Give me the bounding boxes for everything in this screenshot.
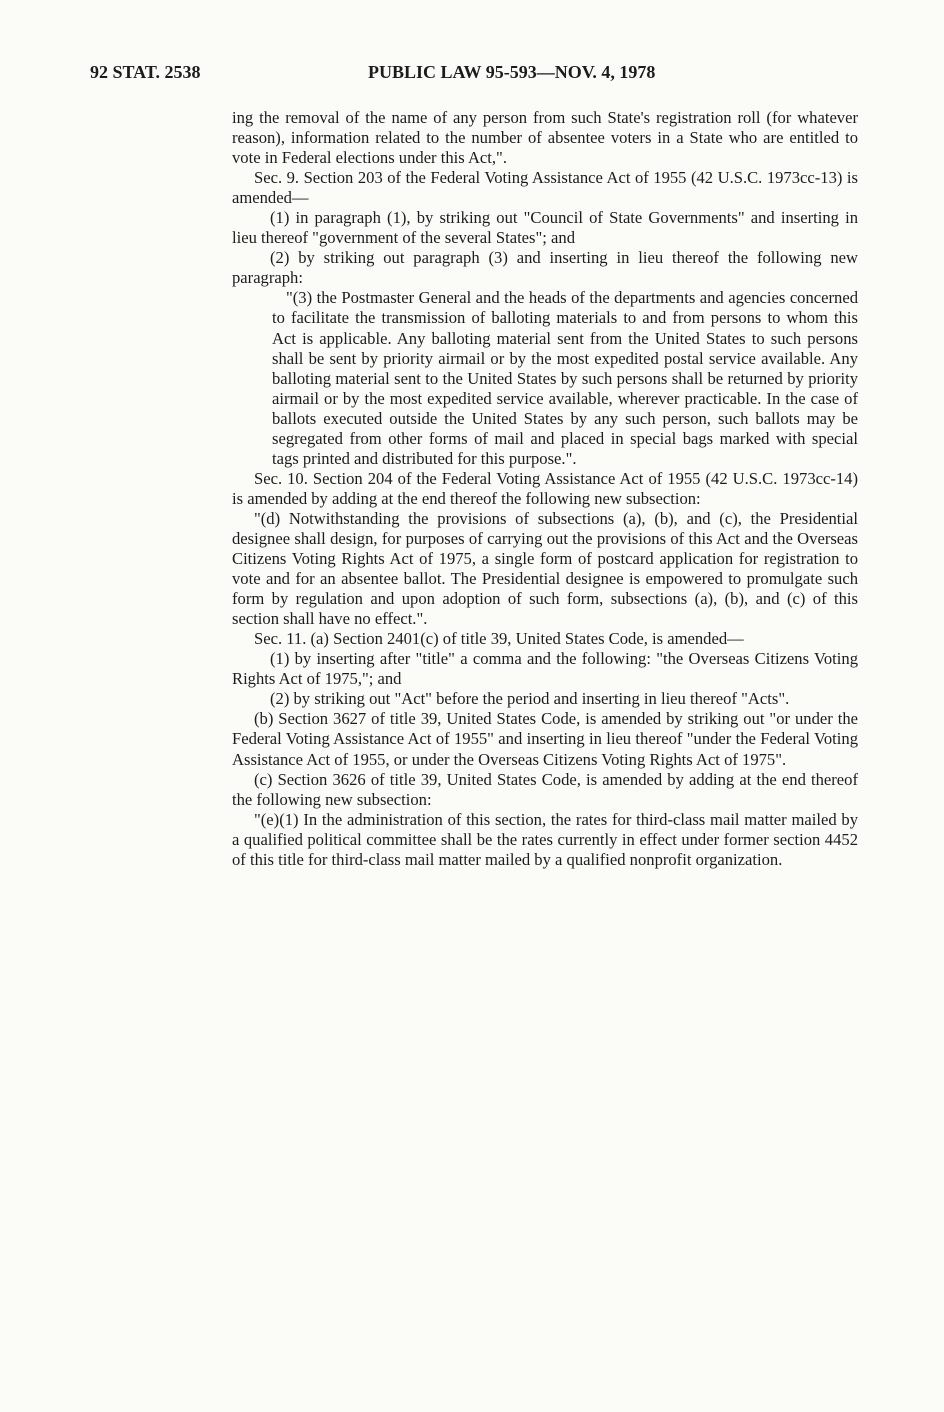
section-9-new-paragraph-3: "(3) the Postmaster General and the heads of the departments and agencies concerned to facilitate the transmission of balloting materials to and from persons to whom this Act is applicable. Any balloting material sent from the United States to such persons shall be sent by priority airmail or by the most expedited postal service available. Any balloting material sent to the United States by such persons shall be returned by priority airmail or by the most expedited service available, wherever practicable. In the case of ballots executed outside the United States by any such person, such ballots may be segregated from other forms of mail and placed in special bags marked with special tags printed and distributed for this purpose.". [272, 288, 858, 468]
stat-citation: 92 STAT. 2538 [90, 62, 201, 82]
running-title: PUBLIC LAW 95-593—NOV. 4, 1978 [368, 62, 656, 82]
section-11c-subsection-e: "(e)(1) In the administration of this section, the rates for third-class mail matter mailed by a qualified political committee shall be the rates currently in effect under former section 4452 of this title for third-class mail matter mailed by a qualified nonprofit organization. [232, 809, 858, 869]
section-10-subsection-d: "(d) Notwithstanding the provisions of subsections (a), (b), and (c), the Presidential designee shall design, for purposes of carrying out the provisions of this Act and the Overseas Citizens Voting Rights Act of 1975, a single form of postcard application for registration to vote and for an absentee ballot. The Presidential designee is empowered to promulgate such form by regulation and upon adoption of such form, subsections (a), (b), and (c) of this section shall have no effect.". [232, 508, 858, 629]
section-9-item-1: (1) in paragraph (1), by striking out "Council of State Governments" and inserting in lieu thereof "government of the several States"; and [232, 208, 858, 248]
section-11a-item-2: (2) by striking out "Act" before the period and inserting in lieu thereof "Acts". [270, 689, 790, 709]
paragraph-continuation: ing the removal of the name of any person from such State's registration roll (for whatever reason), information related to the number of absentee voters in a State who are entitled to vote in Federal elections under this Act,". [232, 108, 858, 168]
section-11a-item-1: (1) by inserting after "title" a comma and the following: "the Overseas Citizens Voting Rights Act of 1975,"; and [232, 649, 858, 689]
body-text [232, 108, 858, 870]
section-11a: Sec. 11. (a) Section 2401(c) of title 39, United States Code, is amended— [254, 629, 744, 649]
page-header [90, 62, 884, 90]
section-11b: (b) Section 3627 of title 39, United States Code, is amended by striking out "or under the Federal Voting Assistance Act of 1955" and inserting in lieu thereof "under the Federal Voting Assistance Act of 1955, or under the Overseas Citizens Voting Rights Act of 1975". [232, 709, 858, 769]
section-9: Sec. 9. Section 203 of the Federal Voting Assistance Act of 1955 (42 U.S.C. 1973cc-13) is amended— [232, 168, 858, 208]
section-10: Sec. 10. Section 204 of the Federal Voting Assistance Act of 1955 (42 U.S.C. 1973cc-14) is amended by adding at the end thereof the following new subsection: [232, 468, 858, 508]
section-9-item-2: (2) by striking out paragraph (3) and inserting in lieu thereof the following new paragraph: [232, 248, 858, 288]
section-11c: (c) Section 3626 of title 39, United States Code, is amended by adding at the end thereof the following new subsection: [232, 769, 858, 809]
